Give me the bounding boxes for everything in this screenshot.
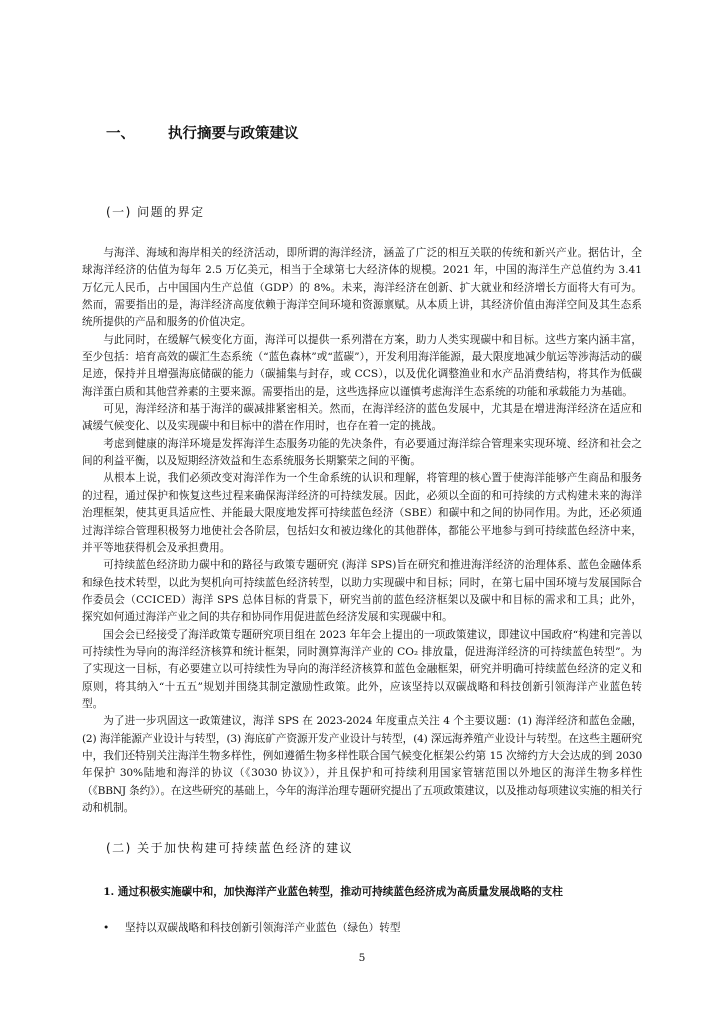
- paragraph: 与此同时，在缓解气候变化方面，海洋可以提供一系列潜在方案，助力人类实现碳中和目标。这些方案内涵丰富，至少包括：培育高效的碳汇生态系统（“蓝色森林”或“蓝碳”），开发利用海洋能源，最大限度地减少航运等涉海活动的碳足迹，保持并且增强海底储碳的能力（碳捕集与封存，或 CCS），以及优化调整渔业和水产品消费结构，将其作为低碳海洋蛋白质和其他营养素的主要来源。需要指出的是，这些选择应以谨慎考虑海洋生态系统的功能和承载能力为基础。: [82, 333, 642, 398]
- page-number: 5: [358, 952, 366, 964]
- paragraph: 考虑到健康的海洋环境是发挥海洋生态服务功能的先决条件，有必要通过海洋综合管理来实现环境、经济和社会之间的利益平衡，以及短期经济效益和生态系统服务长期繁荣之间的平衡。: [82, 437, 642, 468]
- bullet-icon: •: [103, 922, 110, 934]
- paragraph: 国会会已经接受了海洋政策专题研究项目组在 2023 年年会上提出的一项政策建议，即建议中国政府“构建和完善以可持续性为导向的海洋经济核算和统计框架，同时测算海洋产业的 CO₂ 排放量，促进海洋经济的可持续蓝色转型”。为了实现这一目标，有必要建立以可持续性为导向的海洋经济核算和蓝色金融框架，研究并明确可持续蓝色经济的定义和原则，将其纳入“十五五”规划并围绕其制定激励性政策。此外，应该坚持以双碳战略和科技创新引领海洋产业蓝色转型。: [82, 628, 642, 710]
- paragraph: 与海洋、海域和海岸相关的经济活动，即所谓的海洋经济，涵盖了广泛的相互关联的传统和新兴产业。据估计，全球海洋经济的估值为每年 2.5 万亿美元，相当于全球第七大经济体的规模。2021 年，中国的海洋生产总值约为 3.41 万亿元人民币，占中国国内生产总值（GDP）的 8%。未来，海洋经济在创新、扩大就业和经济增长方面将大有可为。然而，需要指出的是，海洋经济高度依赖于海洋空间环境和资源禀赋。从本质上讲，其经济价值由海洋空间及其生态系统所提供的产品和服务的价值决定。: [82, 247, 642, 329]
- paragraph: 可见，海洋经济和基于海洋的碳减排紧密相关。然而，在海洋经济的蓝色发展中，尤其是在增进海洋经济在适应和减缓气候变化、以及实现碳中和目标中的潜在作用时，也存在着一定的挑战。: [82, 403, 642, 433]
- recommendation-heading: 1. 通过积极实施碳中和，加快海洋产业蓝色转型，推动可持续蓝色经济成为高质量发展战略的支柱: [103, 886, 563, 898]
- paragraph: 可持续蓝色经济助力碳中和的路径与政策专题研究 (海洋 SPS)旨在研究和推进海洋经济的治理体系、蓝色金融体系和绿色技术转型，以此为契机向可持续蓝色经济转型，以助力实现碳中和目标；同时，在第七届中国环境与发展国际合作委员会（CCICED）海洋 SPS 总体目标的背景下，研究当前的蓝色经济框架以及碳中和目标的需求和工具；此外，探究如何通过海洋产业之间的共存和协同作用促进蓝色经济发展和实现碳中和。: [82, 559, 642, 624]
- bullet-text: 坚持以双碳战略和科技创新引领海洋产业蓝色（绿色）转型: [125, 922, 401, 934]
- section-heading-problem-definition: (一) 问题的界定: [106, 205, 205, 219]
- chapter-number: 一、: [106, 126, 135, 142]
- body-text: [82, 245, 642, 817]
- bullet-item: [103, 920, 400, 935]
- section-heading-recommendations: (二) 关于加快构建可持续蓝色经济的建议: [106, 841, 354, 855]
- paragraph: 从根本上说，我们必须改变对海洋作为一个生命系统的认识和理解，将管理的核心置于使海洋能够产生商品和服务的过程，通过保护和恢复这些过程来确保海洋经济的可持续发展。因此，必须以全面的和可持续的方式构建未来的海洋治理框架，使其更具适应性、并能最大限度地发挥可持续蓝色经济（SBE）和碳中和之间的协同作用。为此，还必须通过海洋综合管理积极努力地使社会各阶层，包括妇女和被边缘化的其他群体，都能公平地参与到可持续蓝色经济中来，并平等地获得机会及承担费用。: [82, 472, 642, 554]
- chapter-title: 执行摘要与政策建议: [168, 126, 299, 142]
- paragraph: 为了进一步巩固这一政策建议，海洋 SPS 在 2023-2024 年度重点关注 4 个主要议题：(1) 海洋经济和蓝色金融，(2) 海洋能源产业设计与转型，(3) 海底矿产资源开发产业设计与转型，(4) 深远海养殖产业设计与转型。在这些主题研究中，我们还特别关注海洋生物多样性，例如遵循生物多样性联合国气候变化框架公约第 15 次缔约方大会达成的到 2030 年保护 30%陆地和海洋的协议（《3030 协议》），并且保护和可持续利用国家管辖范围以外地区的海洋生物多样性（《BBNJ 条约》）。在这些研究的基础上，今年的海洋治理专题研究提出了五项政策建议，以及推动每项建议实施的相关行动和机制。: [82, 715, 642, 814]
- chapter-heading: [106, 122, 299, 143]
